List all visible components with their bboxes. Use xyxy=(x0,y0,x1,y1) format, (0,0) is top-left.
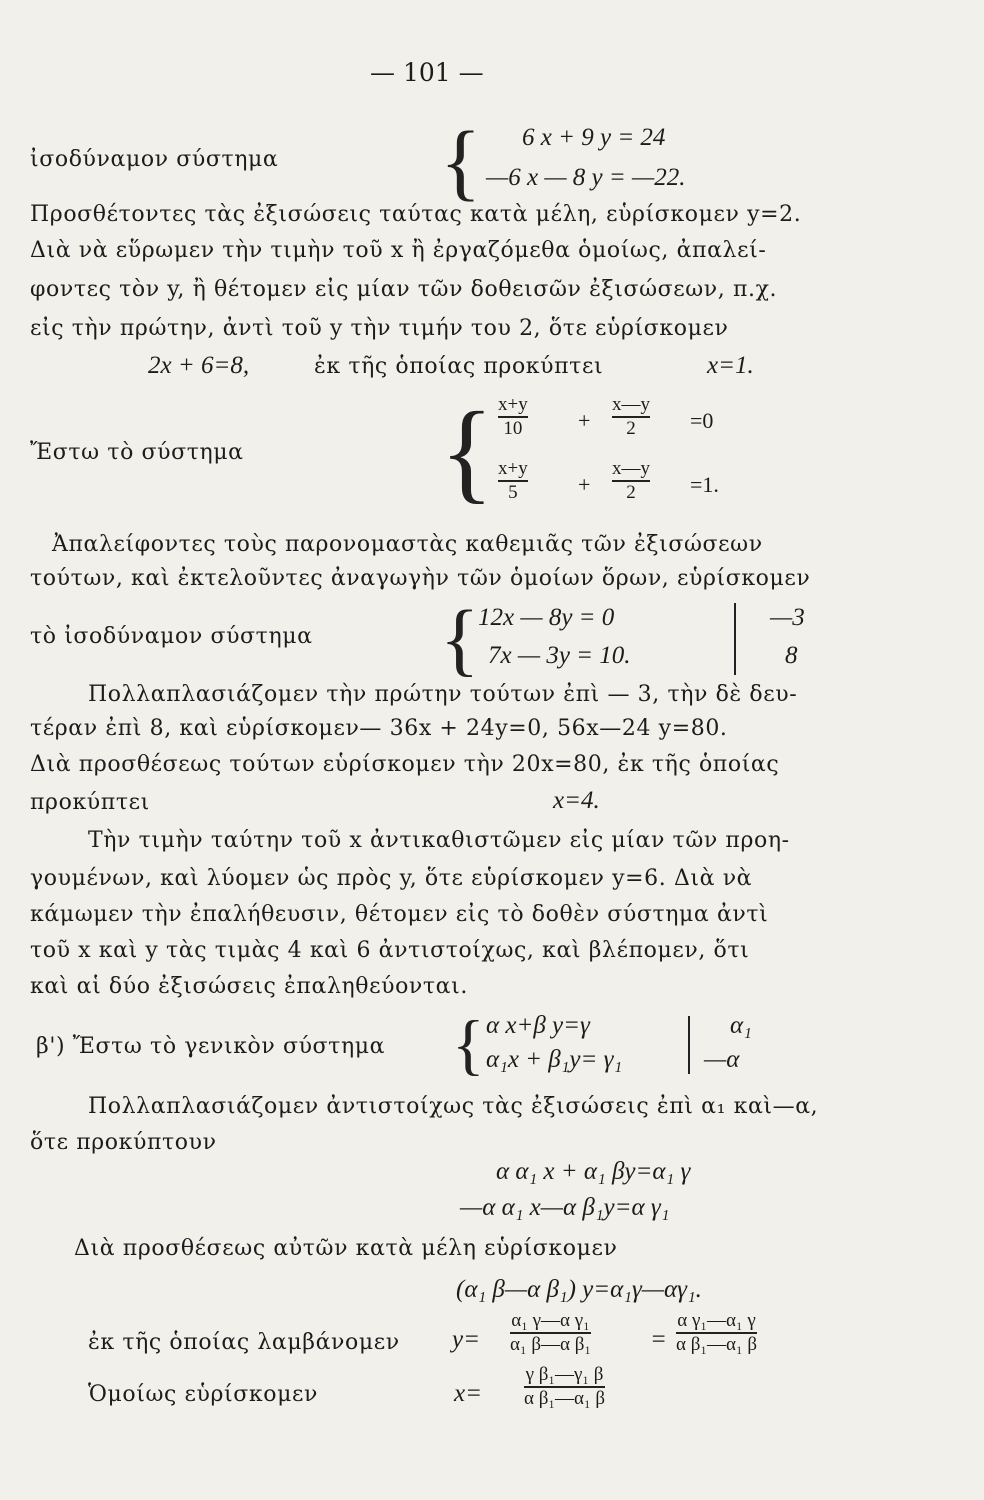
paragraph-3-line-1: Πολλαπλασιάζομεν τὴν πρώτην τούτων ἐπὶ — 3, τὴν δὲ δευ- xyxy=(88,682,798,707)
paragraph-3-line-3: Διὰ προσθέσεως τούτων εὑρίσκομεν τὴν 20x=80, ἐκ τῆς ὁποίας xyxy=(30,752,780,777)
x-formula-fraction xyxy=(524,1364,605,1410)
fraction-denominator: α β₁—α₁ β xyxy=(676,1333,757,1355)
system-2-row2-fraction-1 xyxy=(498,458,528,504)
paragraph-2-line-2: τούτων, καὶ ἐκτελοῦντες ἀναγωγὴν τῶν ὁμοίων ὅρων, εὑρίσκομεν xyxy=(30,566,811,591)
paragraph-5-equation-1: α α₁ x + α₁ βy=α₁ γ xyxy=(496,1158,691,1185)
system-4-multiplier-1: α₁ xyxy=(730,1012,752,1039)
paragraph-1-equation: 2x + 6=8, xyxy=(148,352,250,379)
fraction-denominator: α₁ β—α β₁ xyxy=(510,1333,591,1355)
system-2-row1-plus: + xyxy=(578,408,591,433)
paragraph-4-line-4: τοῦ x καὶ y τὰς τιμὰς 4 καὶ 6 ἀντιστοίχως, καὶ βλέπομεν, ὅτι xyxy=(30,938,750,963)
y-formula-label: ἐκ τῆς ὁποίας λαμβάνομεν xyxy=(88,1330,400,1355)
fraction-numerator: γ β₁—γ₁ β xyxy=(525,1364,604,1385)
fraction-numerator: x+y xyxy=(498,458,528,479)
paragraph-3-result: x=4. xyxy=(553,787,600,814)
system-1-eq1: 6 x + 9 y = 24 xyxy=(522,124,666,151)
paragraph-4-line-1: Τὴν τιμὴν ταύτην τοῦ x ἀντικαθιστῶμεν εἰς μίαν τῶν προη- xyxy=(88,828,790,853)
fraction-denominator: 2 xyxy=(626,481,636,503)
system-4-eq2: α₁x + β₁y= γ₁ xyxy=(486,1046,623,1073)
fraction-denominator: 10 xyxy=(503,417,523,439)
system-1-label: ἰσοδύναμον σύστημα xyxy=(30,147,279,172)
page-number: — 101 — xyxy=(370,58,484,87)
system-2-row1-fraction-2 xyxy=(612,394,650,440)
multiplier-divider xyxy=(734,603,736,675)
system-2-row1-fraction-1 xyxy=(498,394,528,440)
system-4-eq1: α x+β y=γ xyxy=(486,1012,590,1039)
system-1-brace: { xyxy=(440,113,482,209)
y-formula-equals: = xyxy=(650,1326,667,1353)
system-3-multiplier-1: —3 xyxy=(770,604,805,631)
fraction-numerator: α₁ γ—α γ₁ xyxy=(511,1310,590,1331)
system-3-eq1: 12x — 8y = 0 xyxy=(478,604,615,631)
fraction-numerator: α γ₁—α₁ γ xyxy=(677,1310,756,1331)
system-3-multiplier-2: 8 xyxy=(785,642,798,669)
paragraph-1-line-2: Διὰ νὰ εὕρωμεν τὴν τιμὴν τοῦ x ἢ ἐργαζόμεθα ὁμοίως, ἀπαλεί- xyxy=(30,238,767,263)
fraction-numerator: x—y xyxy=(612,458,650,479)
paragraph-5-line-1: Πολλαπλασιάζομεν ἀντιστοίχως τὰς ἐξισώσεις ἐπὶ α₁ καὶ—α, xyxy=(88,1094,819,1119)
fraction-numerator: x—y xyxy=(612,394,650,415)
y-formula-fraction-2 xyxy=(676,1310,757,1356)
paragraph-3-line-2: τέραν ἐπὶ 8, καὶ εὑρίσκομεν— 36x + 24y=0, 56x—24 y=80. xyxy=(30,716,728,741)
system-3-label: τὸ ἰσοδύναμον σύστημα xyxy=(30,624,313,649)
paragraph-4-line-5: καὶ αἱ δύο ἐξισώσεις ἐπαληθεύονται. xyxy=(30,974,468,999)
system-1-eq2: —6 x — 8 y = —22. xyxy=(486,164,686,191)
system-2-row2-rhs: =1. xyxy=(690,472,719,497)
system-4-brace: { xyxy=(452,1006,485,1082)
system-2-label: Ἔστω τὸ σύστημα xyxy=(30,440,244,465)
paragraph-1-line-1: Προσθέτοντες τὰς ἐξισώσεις ταύτας κατὰ μέλη, εὑρίσκομεν y=2. xyxy=(30,202,802,227)
paragraph-3-line-4: προκύπτει xyxy=(30,790,150,815)
paragraph-2-line-1: Ἀπαλείφοντες τοὺς παρονομαστὰς καθεμιᾶς τῶν ἐξισώσεων xyxy=(52,532,763,557)
system-2-row2-fraction-2 xyxy=(612,458,650,504)
paragraph-1-line-3: φοντες τὸν y, ἢ θέτομεν εἰς μίαν τῶν δοθεισῶν ἐξισώσεων, π.χ. xyxy=(30,277,778,302)
paragraph-5-line-2: ὅτε προκύπτουν xyxy=(30,1130,217,1155)
paragraph-6-equation: (α₁ β—α β₁) y=α₁γ—αγ₁. xyxy=(456,1276,702,1303)
system-2-row2-plus: + xyxy=(578,472,591,497)
system-3-eq2: 7x — 3y = 10. xyxy=(488,642,631,669)
system-2-row1-rhs: =0 xyxy=(690,408,714,433)
fraction-denominator: α β₁—α₁ β xyxy=(524,1387,605,1409)
fraction-denominator: 5 xyxy=(508,481,518,503)
system-2-brace: { xyxy=(440,390,494,514)
paragraph-4-line-3: κάμωμεν τὴν ἐπαλήθευσιν, θέτομεν εἰς τὸ δοθὲν σύστημα ἀντὶ xyxy=(30,902,769,927)
paragraph-5-equation-2: —α α₁ x—α β₁y=α γ₁ xyxy=(460,1194,670,1221)
x-formula-label: Ὁμοίως εὑρίσκομεν xyxy=(88,1382,318,1407)
fraction-denominator: 2 xyxy=(626,417,636,439)
system-4-label: β') Ἔστω τὸ γενικὸν σύστημα xyxy=(36,1034,386,1059)
y-formula-lhs: y= xyxy=(452,1326,480,1353)
paragraph-1-middle-text: ἐκ τῆς ὁποίας προκύπτει xyxy=(314,354,604,379)
y-formula-fraction-1 xyxy=(510,1310,591,1356)
paragraph-4-line-2: γουμένων, καὶ λύομεν ὡς πρὸς y, ὅτε εὑρίσκομεν y=6. Διὰ νὰ xyxy=(30,866,753,891)
paragraph-6-line: Διὰ προσθέσεως αὐτῶν κατὰ μέλη εὑρίσκομεν xyxy=(74,1236,618,1261)
paragraph-1-line-4: εἰς τὴν πρώτην, ἀντὶ τοῦ y τὴν τιμήν του 2, ὅτε εὑρίσκομεν xyxy=(30,316,729,341)
system-4-multiplier-2: —α xyxy=(704,1046,740,1073)
multiplier-divider xyxy=(688,1016,690,1074)
system-3-brace: { xyxy=(440,593,480,684)
paragraph-1-result: x=1. xyxy=(707,352,754,379)
fraction-numerator: x+y xyxy=(498,394,528,415)
x-formula-lhs: x= xyxy=(454,1380,482,1407)
